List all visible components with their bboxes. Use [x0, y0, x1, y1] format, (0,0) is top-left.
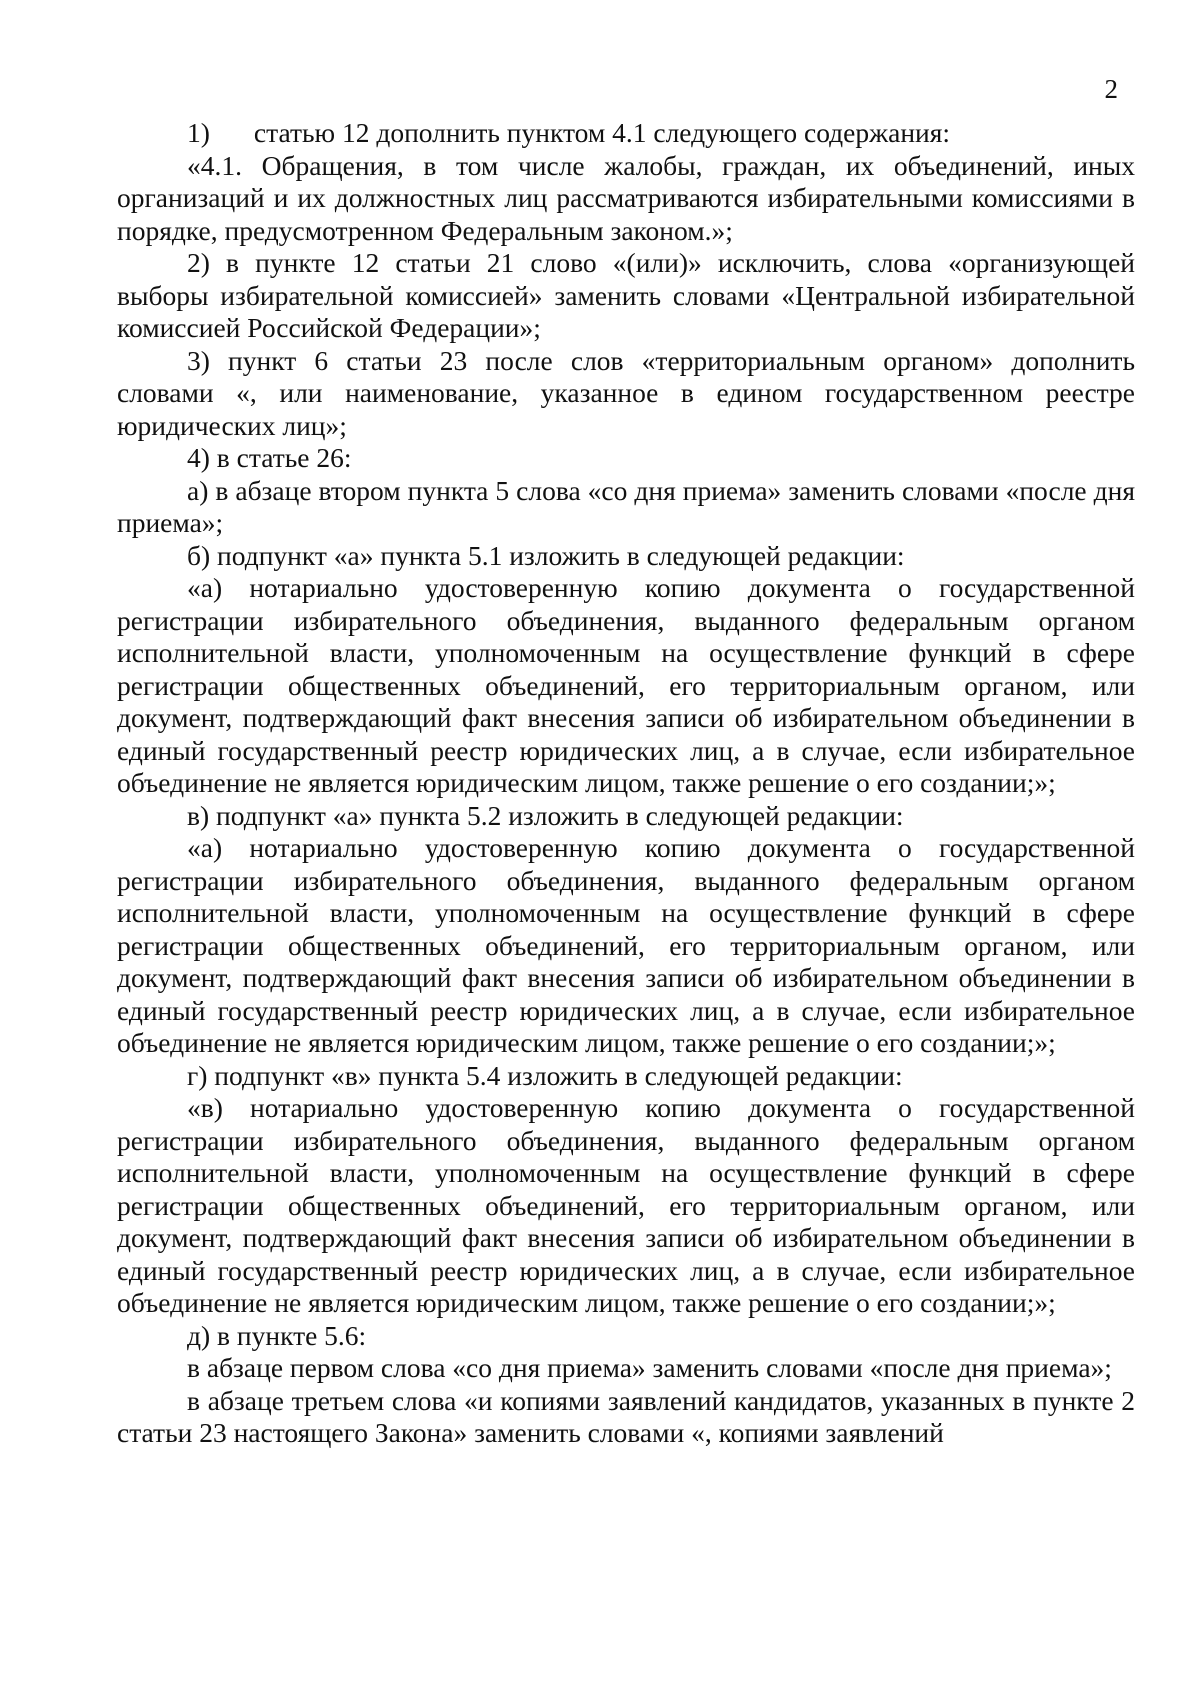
- paragraph-12: «в) нотариально удостоверенную копию документа о государственной регистрации избирательного объединения, выданного федеральным органом исполнительной власти, уполномоченным на осуществление функций в сфере регистрации общественных объединений, его территориальным органом, или документ, подтверждающий факт внесения записи об избирательном объединении в единый государственный реестр юридических лиц, а в случае, если избирательное объединение не является юридическим лицом, также решение о его создании;»;: [117, 1092, 1135, 1318]
- paragraph-text: статью 12 дополнить пунктом 4.1 следующего содержания:: [253, 117, 951, 148]
- list-marker: 1): [187, 117, 210, 148]
- paragraph-8: «а) нотариально удостоверенную копию документа о государственной регистрации избирательного объединения, выданного федеральным органом исполнительной власти, уполномоченным на осуществление функций в сфере регистрации общественных объединений, его территориальным органом, или документ, подтверждающий факт внесения записи об избирательном объединении в единый государственный реестр юридических лиц, а в случае, если избирательное объединение не является юридическим лицом, также решение о его создании;»;: [117, 572, 1135, 798]
- paragraph-1: [117, 117, 1135, 150]
- paragraph-9: в) подпункт «а» пункта 5.2 изложить в следующей редакции:: [187, 799, 904, 831]
- paragraph-2: «4.1. Обращения, в том числе жалобы, граждан, их объединений, иных организаций и их должностных лиц рассматриваются избирательными комиссиями в порядке, предусмотренном Федеральным законом.»;: [117, 149, 1135, 246]
- paragraph-3: 2) в пункте 12 статьи 21 слово «(или)» исключить, слова «организующей выборы избирательной комиссией» заменить словами «Центральной избирательной комиссией Российской Федерации»;: [117, 247, 1135, 343]
- document-body: [117, 117, 1135, 1450]
- paragraph-15: в абзаце третьем слова «и копиями заявлений кандидатов, указанных в пункте 2 статьи 23 настоящего Закона» заменить словами «, копиями заявлений: [117, 1384, 1135, 1448]
- paragraph-5: 4) в статье 26:: [187, 442, 352, 473]
- paragraph-6: а) в абзаце втором пункта 5 слова «со дня приема» заменить словами «после дня приема»;: [117, 474, 1135, 538]
- paragraph-13: д) в пункте 5.6:: [187, 1319, 367, 1351]
- page-number: 2: [1104, 74, 1118, 104]
- paragraph-14: в абзаце первом слова «со дня приема» заменить словами «после дня приема»;: [187, 1352, 1112, 1383]
- paragraph-4: 3) пункт 6 статьи 23 после слов «территориальным органом» дополнить словами «, или наименование, указанное в едином государственном реестре юридических лиц»;: [117, 344, 1135, 441]
- paragraph-10: «а) нотариально удостоверенную копию документа о государственной регистрации избирательного объединения, выданного федеральным органом исполнительной власти, уполномоченным на осуществление функций в сфере регистрации общественных объединений, его территориальным органом, или документ, подтверждающий факт внесения записи об избирательном объединении в единый государственный реестр юридических лиц, а в случае, если избирательное объединение не является юридическим лицом, также решение о его создании;»;: [117, 832, 1135, 1058]
- paragraph-11: г) подпункт «в» пункта 5.4 изложить в следующей редакции:: [187, 1059, 903, 1091]
- paragraph-7: б) подпункт «а» пункта 5.1 изложить в следующей редакции:: [187, 539, 905, 571]
